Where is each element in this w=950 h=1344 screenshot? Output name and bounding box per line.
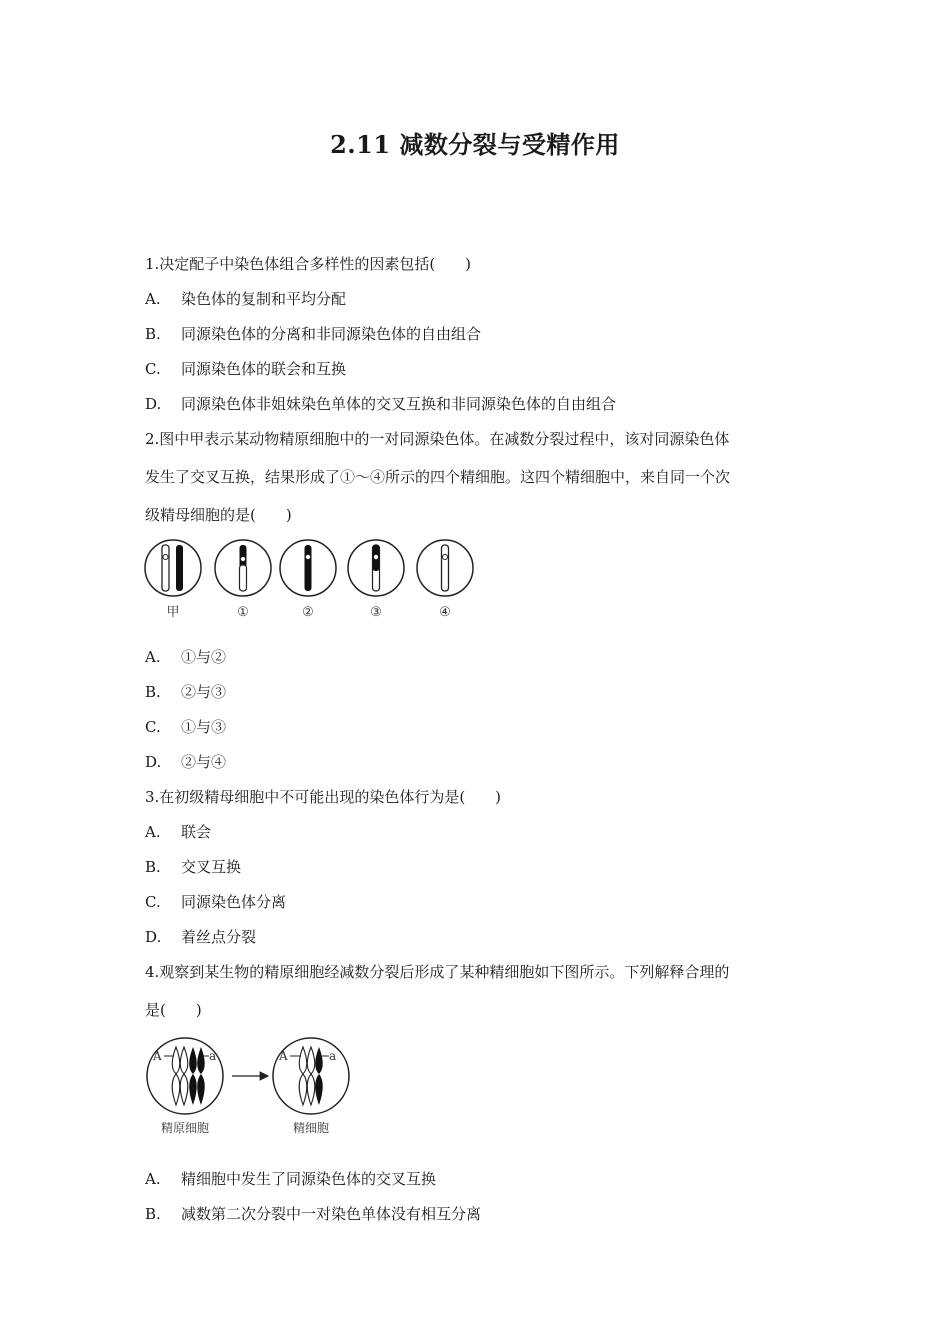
option-label: A. <box>145 648 161 666</box>
option-label: B. <box>145 1205 161 1223</box>
q4-cell-figure <box>140 1033 360 1138</box>
gene-label-a-left: a <box>209 1049 217 1063</box>
option-label: A. <box>145 290 161 308</box>
option-text: 减数第二次分裂中一对染色单体没有相互分离 <box>181 1205 482 1223</box>
question-1-stem: 1.决定配子中染色体组合多样性的因素包括( ) <box>145 255 472 273</box>
q3-option-c <box>145 892 286 912</box>
option-text: ①与② <box>181 648 227 666</box>
option-label: A. <box>145 1170 161 1188</box>
q3-option-b <box>145 857 241 877</box>
option-text: 精细胞中发生了同源染色体的交叉互换 <box>181 1170 437 1188</box>
option-text: ①与③ <box>181 718 227 736</box>
question-3-stem: 3.在初级精母细胞中不可能出现的染色体行为是( ) <box>145 788 502 806</box>
q2-option-b <box>145 682 226 702</box>
page-title: 2.11 减数分裂与受精作用 <box>330 130 620 159</box>
q2-option-d <box>145 752 226 772</box>
option-label: B. <box>145 858 161 876</box>
option-text: 交叉互换 <box>181 858 242 876</box>
gene-label-a-right: a <box>329 1049 337 1063</box>
cell-label-sperm: 精细胞 <box>292 1121 330 1135</box>
fig-label-2: ② <box>302 605 314 620</box>
q3-option-a <box>145 822 211 842</box>
cell-3 <box>348 540 404 596</box>
option-text: 染色体的复制和平均分配 <box>181 290 347 308</box>
cell-2 <box>280 540 336 596</box>
q2-chromosome-figure <box>140 535 485 625</box>
q2-option-c <box>145 717 226 737</box>
fig-label-1: ① <box>237 605 249 620</box>
option-text: 同源染色体分离 <box>181 893 287 911</box>
q1-option-a <box>145 289 346 309</box>
question-2-stem-line-2: 发生了交叉互换，结果形成了①～④所示的四个精细胞。这四个精细胞中，来自同一个次 <box>145 468 731 486</box>
question-4-stem-line-2: 是( ) <box>145 1001 202 1019</box>
gene-label-A-right: A <box>279 1049 288 1063</box>
cell-label-spermatogonium: 精原细胞 <box>160 1121 210 1135</box>
cell-jia <box>145 540 201 596</box>
option-label: D. <box>145 395 162 413</box>
q3-option-d <box>145 927 256 947</box>
option-label: B. <box>145 683 161 701</box>
option-text: 同源染色体的分离和非同源染色体的自由组合 <box>181 325 482 343</box>
q1-option-d <box>145 394 616 414</box>
gene-label-A-left: A <box>153 1049 162 1063</box>
option-label: B. <box>145 325 161 343</box>
fig-label-4: ④ <box>439 605 451 620</box>
question-4-stem-line-1: 4.观察到某生物的精原细胞经减数分裂后形成了某种精细胞如下图所示。下列解释合理的 <box>145 963 730 981</box>
question-2-stem-line-1: 2.图中甲表示某动物精原细胞中的一对同源染色体。在减数分裂过程中，该对同源染色体 <box>145 430 730 448</box>
question-2-stem-line-3: 级精母细胞的是( ) <box>145 506 292 524</box>
cell-1 <box>215 540 271 596</box>
cell-4 <box>417 540 473 596</box>
fig-label-jia: 甲 <box>166 605 180 620</box>
option-label: C. <box>145 893 161 911</box>
option-text: 同源染色体的联会和互换 <box>181 360 347 378</box>
option-label: C. <box>145 718 161 736</box>
option-text: ②与④ <box>181 753 227 771</box>
q1-option-c <box>145 359 346 379</box>
option-text: ②与③ <box>181 683 227 701</box>
q1-option-b <box>145 324 481 344</box>
q4-option-b <box>145 1204 481 1224</box>
option-label: C. <box>145 360 161 378</box>
option-label: A. <box>145 823 161 841</box>
q4-option-a <box>145 1169 436 1189</box>
option-text: 着丝点分裂 <box>181 928 257 946</box>
option-label: D. <box>145 753 162 771</box>
option-text: 联会 <box>181 823 212 841</box>
option-text: 同源染色体非姐妹染色单体的交叉互换和非同源染色体的自由组合 <box>181 395 617 413</box>
option-label: D. <box>145 928 162 946</box>
q2-option-a <box>145 647 226 667</box>
fig-label-3: ③ <box>370 605 382 620</box>
